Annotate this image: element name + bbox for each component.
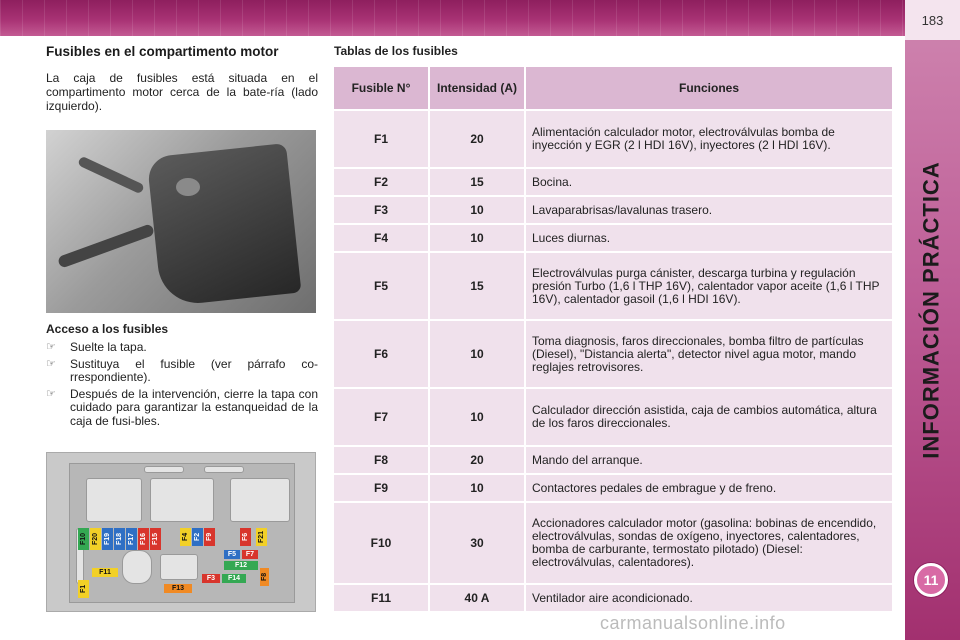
fuse-label: F1 bbox=[78, 580, 89, 598]
fuse-label: F21 bbox=[256, 528, 267, 546]
fuse-label: F12 bbox=[224, 561, 258, 570]
fuse-function: Calculador dirección asistida, caja de cambios automática, altura de los faros direccionales. bbox=[524, 389, 892, 445]
table-row bbox=[334, 475, 892, 501]
chapter-number-badge: 11 bbox=[914, 563, 948, 597]
access-section bbox=[46, 322, 318, 431]
table-header-row bbox=[334, 67, 892, 109]
table-row bbox=[334, 585, 892, 611]
fuse-label: F4 bbox=[180, 528, 191, 546]
fuse-label: F20 bbox=[90, 528, 101, 550]
watermark: carmanualsonline.info bbox=[600, 613, 786, 633]
fuse-label: F3 bbox=[202, 574, 220, 583]
fuse-table bbox=[334, 65, 892, 613]
list-item bbox=[46, 341, 318, 355]
list-item bbox=[46, 388, 318, 429]
fuse-label: F14 bbox=[222, 574, 246, 583]
fuse-id: F5 bbox=[334, 253, 428, 319]
fuse-id: F11 bbox=[334, 585, 428, 611]
table-row bbox=[334, 225, 892, 251]
col-header-fuse: Fusible N° bbox=[334, 67, 428, 109]
chapter-title: INFORMACIÓN PRÁCTICA bbox=[919, 161, 944, 459]
fuse-label: F10 bbox=[78, 528, 89, 550]
fuse-id: F10 bbox=[334, 503, 428, 583]
fuse-amps: 10 bbox=[428, 225, 524, 251]
table-row bbox=[334, 253, 892, 319]
fuse-label: F17 bbox=[126, 528, 137, 550]
cover-latch bbox=[176, 178, 200, 196]
access-steps bbox=[46, 341, 318, 428]
fuse-label: F11 bbox=[92, 568, 118, 577]
fuse-label: F15 bbox=[150, 528, 161, 550]
fuse-function: Toma diagnosis, faros direccionales, bomba filtro de partículas (Diesel), "Distancia alerta", detector nivel agua motor, mando reglajes retrovisores. bbox=[524, 321, 892, 387]
page-number: 183 bbox=[905, 0, 960, 40]
fuse-function: Electroválvulas purga cánister, descarga turbina y regulación presión Turbo (1,6 l THP 16V), calentador vapor aceite (1,6 l THP 16V), calentador gasoil (1,6 l HDI 16V). bbox=[524, 253, 892, 319]
fuse-function: Ventilador aire acondicionado. bbox=[524, 585, 892, 611]
fuse-amps: 10 bbox=[428, 321, 524, 387]
engine-compartment-photo bbox=[46, 130, 316, 313]
step-text: Después de la intervención, cierre la tapa con cuidado para garantizar la estanqueidad de la caja de fusi-bles. bbox=[70, 386, 318, 428]
fuse-panel bbox=[69, 463, 295, 603]
list-item bbox=[46, 358, 318, 385]
fuse-box-diagram bbox=[46, 452, 316, 612]
left-column bbox=[46, 44, 318, 113]
fuse-label: F6 bbox=[240, 528, 251, 546]
fuse-id: F2 bbox=[334, 169, 428, 195]
fuse-function: Luces diurnas. bbox=[524, 225, 892, 251]
fuse-function: Alimentación calculador motor, electroválvulas bomba de inyección y EGR (2 l HDI 16V), inyectores (2 l HDI 16V). bbox=[524, 111, 892, 167]
section-title: Fusibles en el compartimento motor bbox=[46, 44, 279, 59]
step-text: Sustituya el fusible (ver párrafo co-rrespondiente). bbox=[70, 356, 318, 384]
fuse-id: F8 bbox=[334, 447, 428, 473]
fuse-id: F7 bbox=[334, 389, 428, 445]
fuse-function: Mando del arranque. bbox=[524, 447, 892, 473]
hand-pointer-icon: ☞ bbox=[46, 357, 56, 370]
table-row bbox=[334, 321, 892, 387]
fuse-amps: 10 bbox=[428, 475, 524, 501]
fuse-label: F2 bbox=[192, 528, 203, 546]
chapter-title-vertical bbox=[907, 70, 957, 550]
col-header-intensity: Intensidad (A) bbox=[428, 67, 524, 109]
intro-paragraph: La caja de fusibles está situada en el compartimento motor cerca de la bate-ría (lado izquierdo). bbox=[46, 71, 318, 113]
fuse-function: Bocina. bbox=[524, 169, 892, 195]
fuse-box-cover bbox=[147, 143, 302, 307]
fuse-amps: 10 bbox=[428, 197, 524, 223]
fuse-amps: 40 A bbox=[428, 585, 524, 611]
fuse-amps: 15 bbox=[428, 169, 524, 195]
fuse-id: F9 bbox=[334, 475, 428, 501]
table-row bbox=[334, 447, 892, 473]
right-column bbox=[334, 44, 458, 58]
access-title: Acceso a los fusibles bbox=[46, 322, 169, 336]
fuse-label: F16 bbox=[138, 528, 149, 550]
fuse-amps: 20 bbox=[428, 447, 524, 473]
fuse-amps: 20 bbox=[428, 111, 524, 167]
col-header-functions: Funciones bbox=[524, 67, 892, 109]
table-row bbox=[334, 111, 892, 167]
fuse-id: F1 bbox=[334, 111, 428, 167]
fuse-label: F7 bbox=[242, 550, 258, 559]
tables-title: Tablas de los fusibles bbox=[334, 44, 458, 58]
fuse-function: Lavaparabrisas/lavalunas trasero. bbox=[524, 197, 892, 223]
fuse-label: F19 bbox=[102, 528, 113, 550]
fuse-label: F18 bbox=[114, 528, 125, 550]
hand-pointer-icon: ☞ bbox=[46, 341, 56, 353]
fuse-amps: 15 bbox=[428, 253, 524, 319]
top-banner bbox=[0, 0, 905, 36]
table-row bbox=[334, 169, 892, 195]
table-row bbox=[334, 389, 892, 445]
fuse-id: F6 bbox=[334, 321, 428, 387]
fuse-label: F8 bbox=[260, 568, 269, 586]
table-row bbox=[334, 503, 892, 583]
fuse-label: F9 bbox=[204, 528, 215, 546]
fuse-id: F4 bbox=[334, 225, 428, 251]
step-text: Suelte la tapa. bbox=[70, 340, 147, 354]
table-row bbox=[334, 197, 892, 223]
fuse-function: Contactores pedales de embrague y de freno. bbox=[524, 475, 892, 501]
fuse-label: F13 bbox=[164, 584, 192, 593]
fuse-function: Accionadores calculador motor (gasolina: bobinas de encendido, electroválvulas, sondas de oxígeno, inyectores, calentadores, bomba de carburante, termostato pilotado) (Diesel: electroválvulas, calentadores). bbox=[524, 503, 892, 583]
fuse-id: F3 bbox=[334, 197, 428, 223]
hand-pointer-icon: ☞ bbox=[46, 387, 56, 400]
fuse-amps: 10 bbox=[428, 389, 524, 445]
fuse-label: F5 bbox=[224, 550, 240, 559]
fuse-amps: 30 bbox=[428, 503, 524, 583]
